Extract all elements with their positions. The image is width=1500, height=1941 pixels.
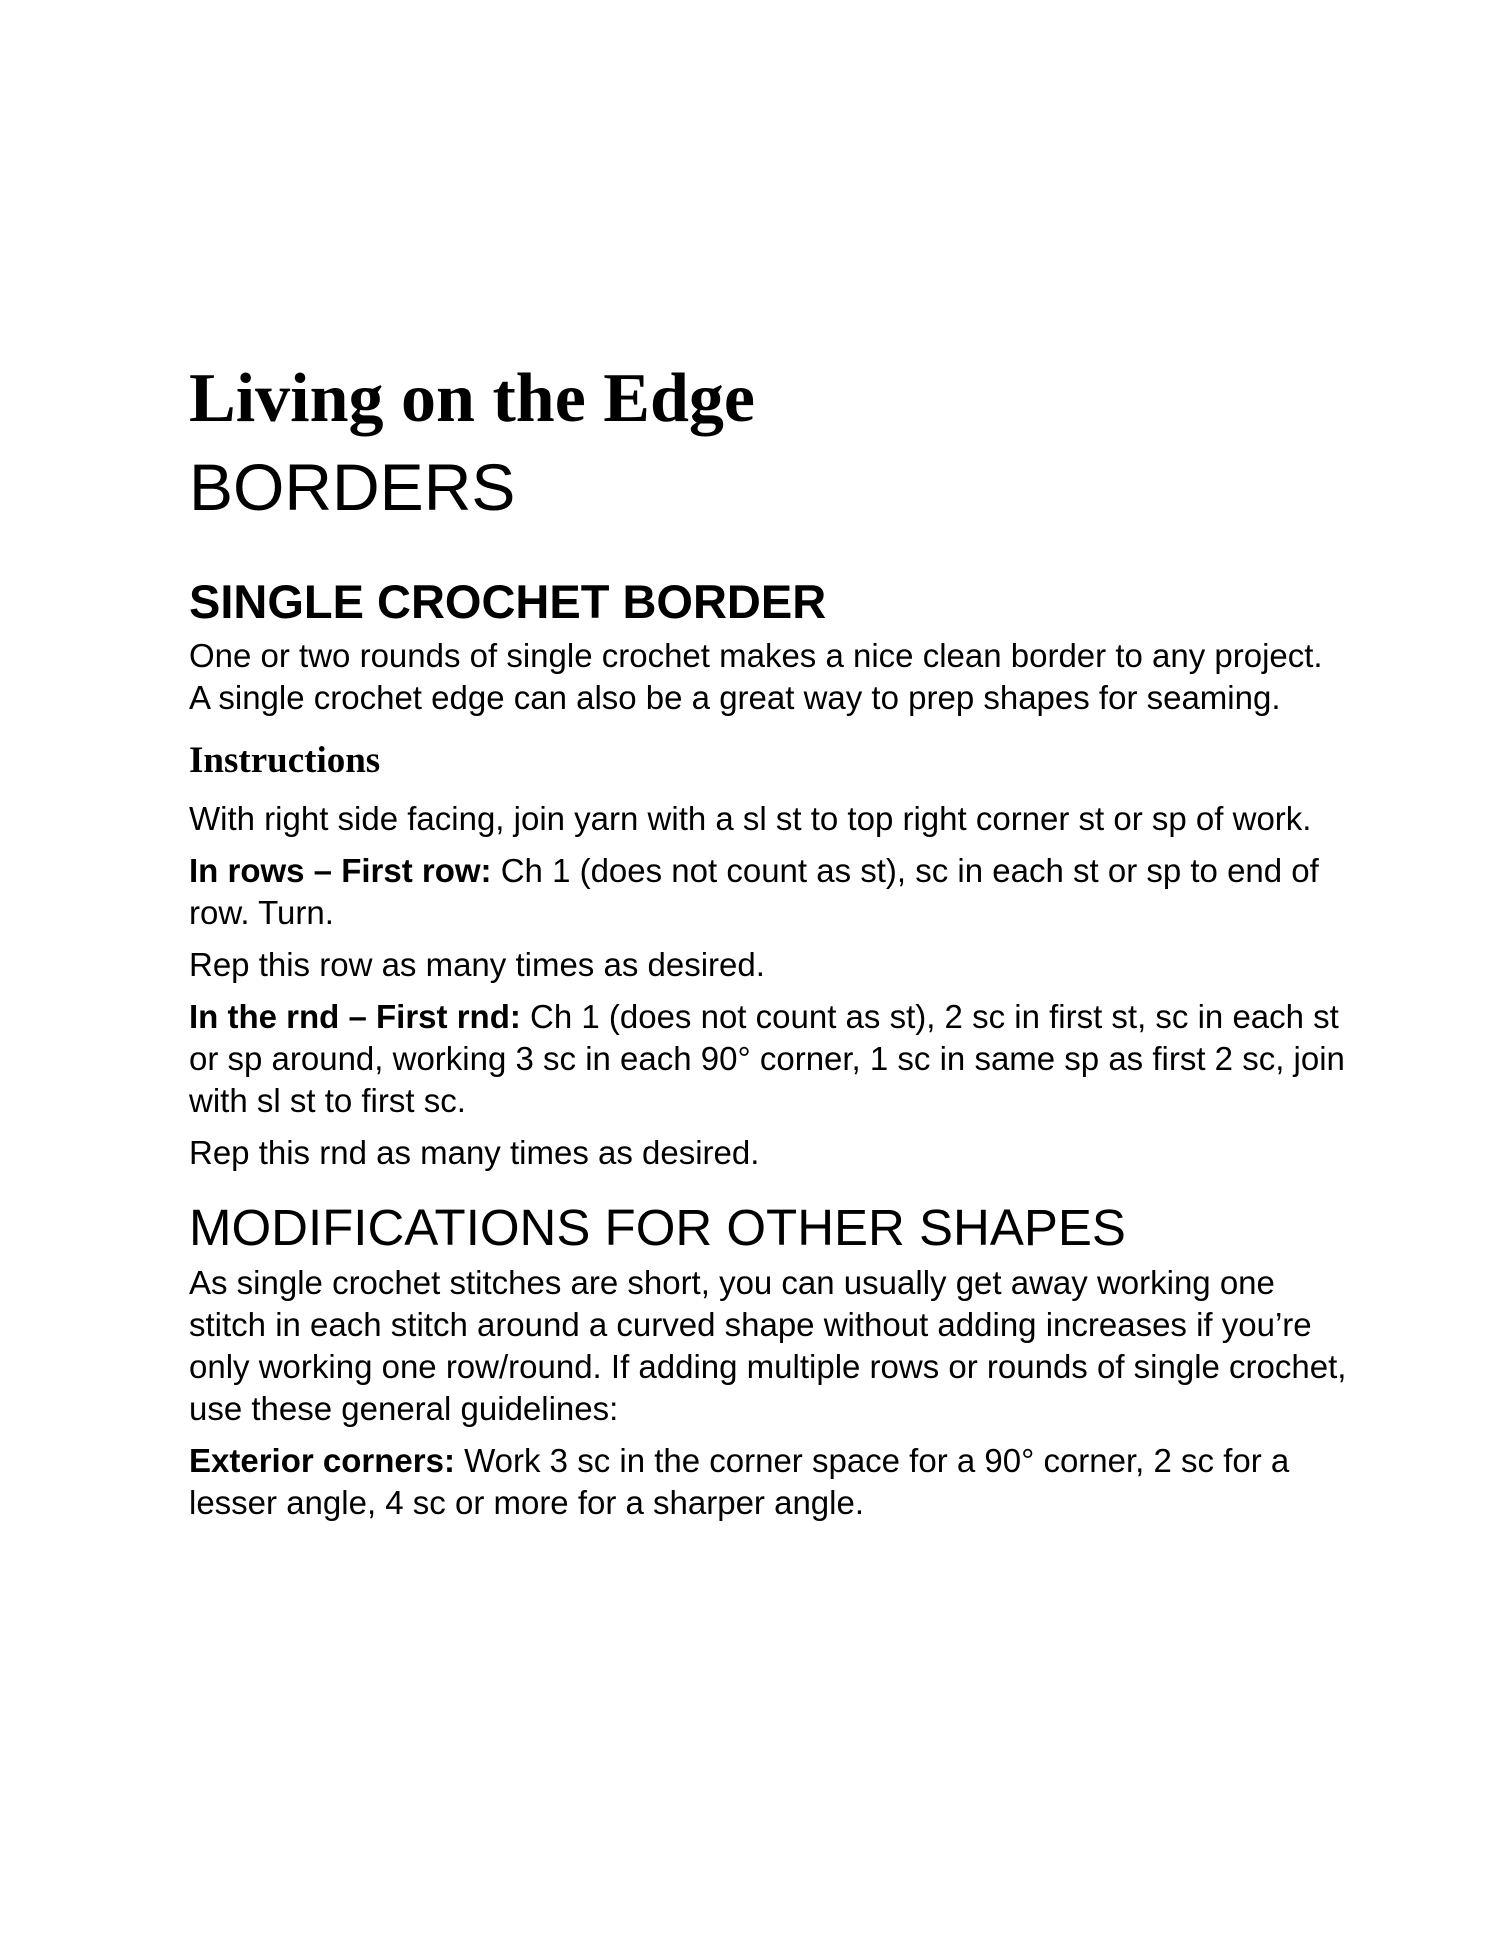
single-crochet-border-section — [189, 576, 1349, 1174]
instruction-rnd-paragraph — [189, 996, 1349, 1122]
modifications-section — [189, 1200, 1349, 1524]
instruction-rnd-lead: In the rnd – First rnd: — [189, 997, 521, 1035]
document-title: Living on the Edge — [189, 360, 755, 437]
section-heading-single-crochet-border: SINGLE CROCHET BORDER — [189, 574, 827, 628]
instruction-rows-repeat: Rep this row as many times as desired. — [189, 945, 765, 983]
exterior-corners-paragraph — [189, 1440, 1349, 1524]
exterior-corners-text: Work 3 sc in the corner space for a 90° corner, 2 sc for a lesser angle, 4 sc or more for a sharper angle. — [189, 1441, 1290, 1521]
section-heading-modifications: MODIFICATIONS FOR OTHER SHAPES — [189, 1198, 1126, 1256]
section-intro-paragraph: One or two rounds of single crochet makes a nice clean border to any project. A single crochet edge can also be a great way to prep shapes for seaming. — [189, 637, 1323, 717]
document-page — [189, 360, 1349, 1534]
exterior-corners-lead: Exterior corners: — [189, 1441, 455, 1479]
instruction-join-paragraph: With right side facing, join yarn with a sl st to top right corner st or sp of work. — [189, 799, 1312, 837]
instruction-rnd-repeat: Rep this rnd as many times as desired. — [189, 1133, 760, 1171]
instruction-rows-paragraph — [189, 850, 1349, 934]
instructions-heading: Instructions — [189, 740, 381, 782]
document-subtitle: BORDERS — [189, 450, 516, 524]
instruction-rows-text: Ch 1 (does not count as st), sc in each st or sp to end of row. Turn. — [189, 851, 1319, 931]
instruction-rnd-text: Ch 1 (does not count as st), 2 sc in first st, sc in each st or sp around, working 3 sc in each 90° corner, 1 sc in same sp as first 2 sc, join with sl st to first sc. — [189, 997, 1345, 1119]
modifications-intro-paragraph: As single crochet stitches are short, you can usually get away working one stitch in each stitch around a curved shape without adding increases if you’re only working one row/round. If adding multiple rows or rounds of single crochet, use these general guidelines: — [189, 1263, 1347, 1427]
instruction-rows-lead: In rows – First row: — [189, 851, 492, 889]
